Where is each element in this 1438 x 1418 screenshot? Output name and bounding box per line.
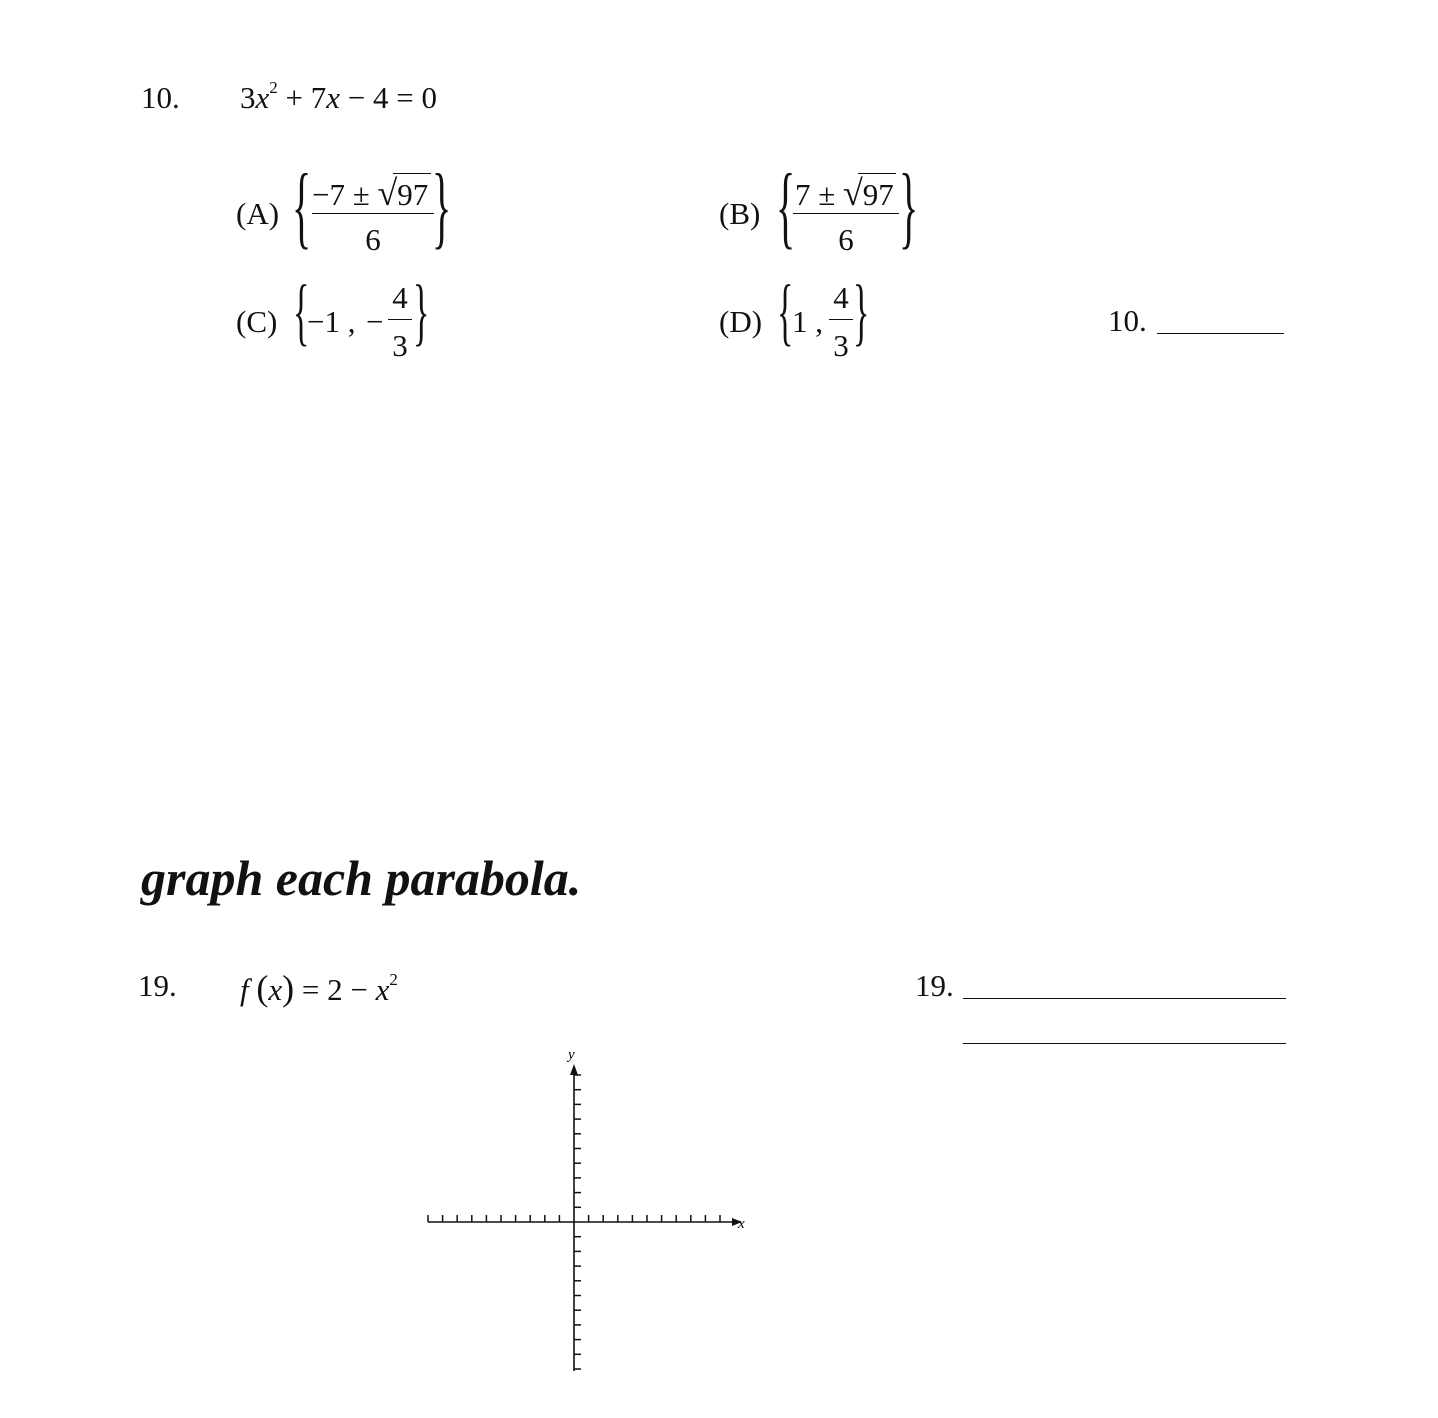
right-brace: } bbox=[853, 272, 870, 354]
left-brace: { bbox=[777, 272, 794, 354]
fraction-numerator: 4 bbox=[833, 280, 849, 315]
coordinate-axes[interactable] bbox=[420, 1045, 760, 1380]
section-heading: graph each parabola. bbox=[141, 850, 582, 906]
first-root: −1 , bbox=[307, 304, 356, 339]
radical-bar bbox=[858, 173, 896, 174]
fraction-denominator: 6 bbox=[365, 222, 381, 257]
fraction-numerator: 7 ± √97 bbox=[795, 173, 894, 213]
choice-label: (C) bbox=[236, 304, 278, 339]
fraction-bar bbox=[793, 213, 899, 214]
right-brace: } bbox=[432, 154, 452, 258]
choice-label: (A) bbox=[236, 196, 280, 231]
fraction-bar bbox=[829, 319, 853, 320]
minus-sign: − bbox=[366, 304, 384, 339]
fraction-bar bbox=[312, 213, 434, 214]
left-brace: { bbox=[293, 272, 310, 354]
fraction-denominator: 3 bbox=[833, 328, 849, 363]
y-axis-label: y bbox=[568, 1047, 575, 1063]
choice-b[interactable] bbox=[719, 154, 939, 265]
choice-label: (D) bbox=[719, 304, 763, 339]
left-brace: { bbox=[292, 154, 312, 258]
left-brace: { bbox=[776, 154, 796, 258]
fraction-denominator: 3 bbox=[392, 328, 408, 363]
x-axis-label: x bbox=[738, 1216, 745, 1232]
fraction-bar bbox=[388, 319, 412, 320]
answer-blank-2[interactable] bbox=[963, 1043, 1286, 1044]
answer-blank[interactable] bbox=[1157, 333, 1284, 334]
choice-d[interactable] bbox=[719, 272, 919, 370]
answer-label: 19. bbox=[915, 968, 954, 1003]
right-brace: } bbox=[899, 154, 919, 258]
y-axis-arrow-icon bbox=[570, 1064, 578, 1075]
answer-blank-1[interactable] bbox=[963, 998, 1286, 999]
fraction-numerator: 4 bbox=[392, 280, 408, 315]
first-root: 1 , bbox=[792, 304, 823, 339]
fraction-denominator: 6 bbox=[838, 222, 854, 257]
equation: $3x^2 + 7x - 4 = 0$ bbox=[240, 78, 437, 115]
question-number: 19. bbox=[138, 968, 177, 1003]
right-brace: } bbox=[413, 272, 430, 354]
choice-c[interactable] bbox=[236, 272, 456, 370]
answer-label: 10. bbox=[1108, 303, 1147, 338]
question-number: 10. bbox=[141, 80, 180, 115]
choice-label: (B) bbox=[719, 196, 761, 231]
fraction-numerator: −7 ± √97 bbox=[312, 173, 429, 213]
function-expression: f $(x) = 2 - x^2$ bbox=[240, 968, 398, 1008]
radical-bar bbox=[393, 173, 431, 174]
choice-a[interactable] bbox=[236, 154, 456, 265]
